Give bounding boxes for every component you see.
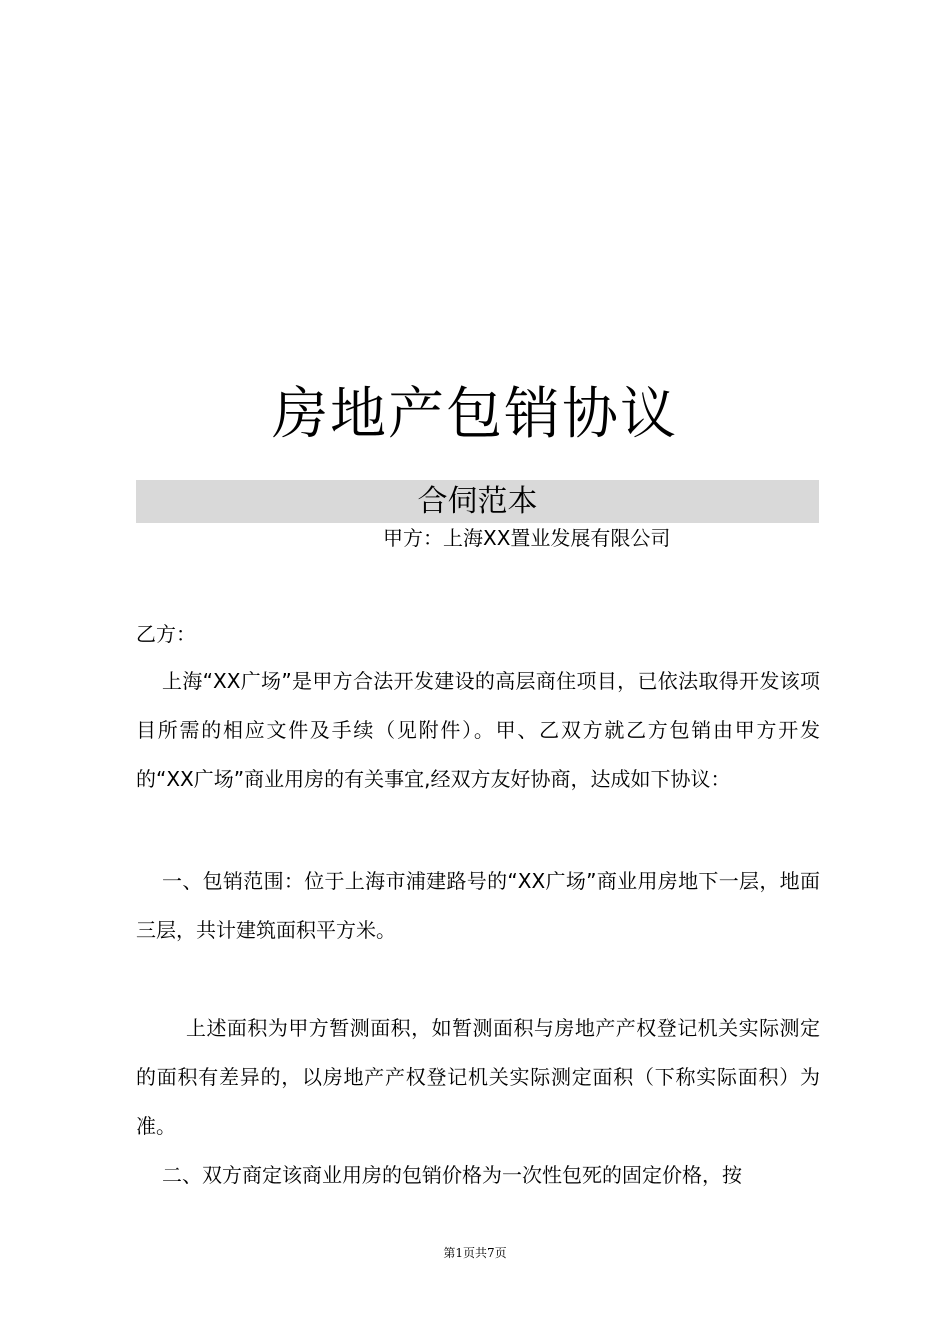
party-b-line: 乙方： bbox=[136, 622, 196, 646]
subtitle-banner bbox=[136, 480, 819, 523]
price-paragraph: 二、双方商定该商业用房的包销价格为一次性包死的固定价格，按 bbox=[162, 1163, 742, 1187]
area-paragraph: 上述面积为甲方暂测面积，如暂测面积与房地产产权登记机关实际测定的面积有差异的，以房地产产权登记机关实际测定面积（下称实际面积）为准。 bbox=[136, 1016, 820, 1138]
party-a-line: 甲方：上海XX置业发展有限公司 bbox=[383, 526, 671, 550]
document-title: 房地产包销协议 bbox=[272, 382, 678, 447]
intro-paragraph: 上海“XX广场”是甲方合法开发建设的高层商住项目，已依法取得开发该项目所需的相应文件及手续（见附件）。甲、乙双方就乙方包销由甲方开发的“XX广场”商业用房的有关事宜,经双方友好协商，达成如下协议： bbox=[136, 669, 820, 791]
page-number-footer: 第1页共7页 bbox=[443, 1246, 507, 1260]
document-subtitle: 合伺范本 bbox=[417, 484, 538, 519]
scope-paragraph: 一、包销范围：位于上海市浦建路号的“XX广场”商业用房地下一层，地面三层，共计建筑面积平方米。 bbox=[136, 869, 820, 942]
